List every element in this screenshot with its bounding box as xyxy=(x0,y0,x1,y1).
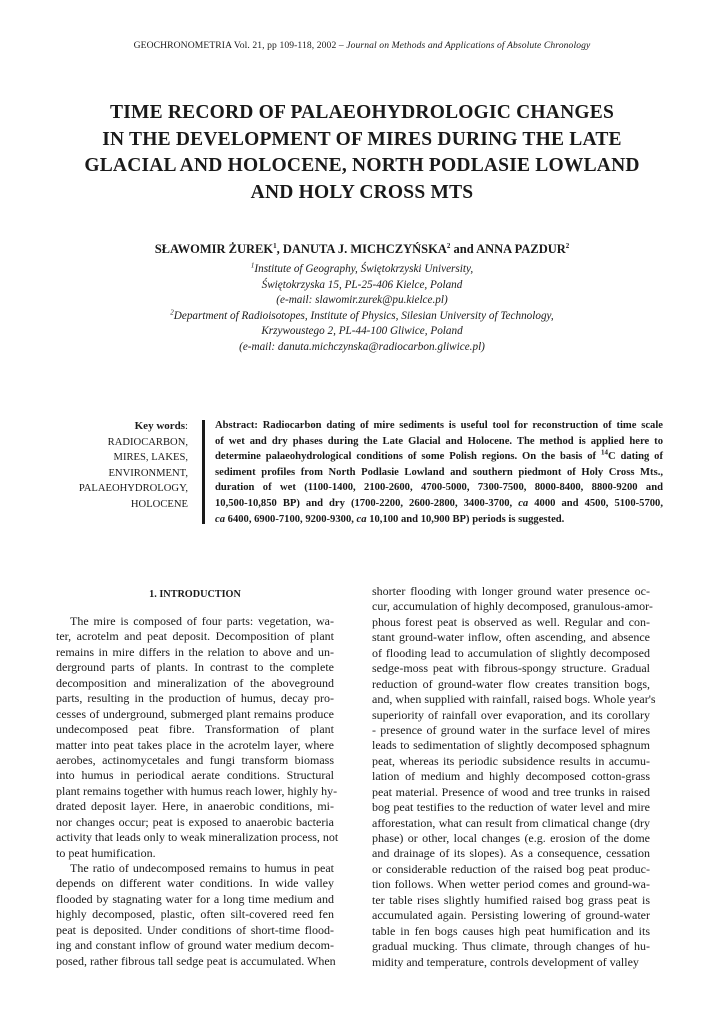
abstract-line: determine palaeohydrological conditions of some Polish regions. On the basis of $^{14}$C dating of xyxy=(215,448,664,463)
abstract-line: ca 6400, 6900-7100, 9200-9300, ca 10,100 and 10,900 BP) periods is suggested. xyxy=(215,513,565,525)
body-text-line: flooded by stagnating water for a long time medium and xyxy=(56,891,334,906)
body-text-line: sedge-moss peat with fibrous-spongy structure. Gradual xyxy=(372,661,650,676)
abstract-block xyxy=(215,418,663,527)
body-text-line: reduction of ground-water flow creates transition bogs, xyxy=(372,676,650,691)
abstract-label: Abstract: xyxy=(215,420,258,431)
body-text-line: into humus in periodical aerate conditions. Structural xyxy=(56,768,334,783)
body-column-left xyxy=(56,614,339,969)
body-text-line: aerobes, actinomycetales and fungi transform biomass xyxy=(56,752,334,767)
body-text-line: shorter flooding with longer ground water presence oc- xyxy=(372,584,650,598)
body-text-line: peat, whereas its periodic subsidence results in accumu- xyxy=(372,753,650,768)
body-text-line: phous forest peat is observed as well. Regular and con- xyxy=(372,614,650,629)
affiliation-email: (e-mail: danuta.michczynska@radiocarbon.gliwice.pl) xyxy=(239,340,485,353)
author-name: DANUTA J. MICHCZYŃSKA xyxy=(282,242,447,256)
body-text-line: phase) or other, local changes (e.g. erosion of the dome xyxy=(372,831,650,845)
body-text-line: cesses of underground, submerged plant remains produce xyxy=(56,706,334,721)
body-text-line: highly decomposed, plastic, often silt-covered reed fen xyxy=(56,907,334,922)
body-text-line: stant ground-water inflow, often ascending, and absence xyxy=(372,630,650,645)
body-text-line: derground parts of plants. In contrast to the complete xyxy=(56,660,334,675)
body-text-line: matter into peat takes place in the acrotelm layer, where xyxy=(56,737,334,752)
affiliation-line: Krzywoustego 2, PL-44-100 Gliwice, Poland xyxy=(261,325,463,338)
abstract-line: sediment profiles from North Podlasie Lowland and southern piedmont of Holy Cross Mts., xyxy=(215,466,663,478)
title-line: IN THE DEVELOPMENT OF MIRES DURING THE LATE xyxy=(102,128,622,150)
body-text-line: table in fen bogs causes high peat humification and its xyxy=(372,923,650,938)
author-list xyxy=(0,242,724,257)
body-text-line: accumulated again. Persisting lowering of ground-water xyxy=(372,908,650,923)
keyword-item: MIRES, LAKES, xyxy=(113,452,188,464)
affiliations xyxy=(0,262,724,356)
author-separator: and xyxy=(450,242,477,256)
author-name: SŁAWOMIR ŻUREK xyxy=(154,242,274,256)
body-text-line: drated deposit layer. Here, in anaerobic conditions, mi- xyxy=(56,799,334,814)
body-text-line: nor changes occur; peat is exposed to anaerobic bacteria xyxy=(56,814,334,829)
keyword-item: HOLOCENE xyxy=(130,498,188,510)
body-text-line: undecomposed peat fibre. Transformation of plant xyxy=(56,722,334,737)
body-column-right xyxy=(372,584,656,970)
body-text-line: activity that leads only to weak mineralization process, not xyxy=(56,830,339,845)
body-text-line: peat is deposited. Under conditions of short-time flood- xyxy=(56,922,334,937)
body-text-line: and, when supplied with rainfall, raised bogs. Whole year's xyxy=(372,692,656,707)
affiliation-line: $^1$Institute of Geography, Świętokrzyski University, xyxy=(250,261,474,275)
body-text-line: depends on different water conditions. In wide valley xyxy=(56,876,334,891)
affiliation-marker: 2 xyxy=(170,308,174,317)
body-text-line: plant remains together with humus reach lower, highly hy- xyxy=(56,783,338,798)
body-text-line: afforestation, what can result from climatical change (dry xyxy=(372,815,650,830)
body-text-line: gradual mucking. Thus climate, through changes of hu- xyxy=(372,939,650,954)
body-text-line: tion follows. When wetter period comes and ground-wa- xyxy=(372,877,650,892)
body-text-line: remains in mire differs in the relation to above and un- xyxy=(56,644,334,659)
affiliation-marker: 1 xyxy=(250,261,255,270)
author-separator: , xyxy=(276,242,283,256)
affiliation-email: (e-mail: slawomir.zurek@pu.kielce.pl) xyxy=(276,294,448,307)
paper-title xyxy=(40,100,684,206)
body-text-line: parts, resulting in the production of humus, decay pro- xyxy=(56,691,334,706)
abstract-line: duration of wet (1100-1400, 2100-2600, 4700-5000, 7300-7500, 8000-8400, 8800-9200 and xyxy=(215,482,663,494)
section-heading: 1. INTRODUCTION xyxy=(149,589,241,600)
title-line: TIME RECORD OF PALAEOHYDROLOGIC CHANGES xyxy=(109,102,614,123)
body-text-line: peat material. Presence of wood and tree trunks in raised xyxy=(372,784,650,799)
keyword-item: ENVIRONMENT, xyxy=(108,467,188,479)
affiliation-line: Świętokrzyska 15, PL-25-406 Kielce, Poland xyxy=(261,278,463,291)
title-line: AND HOLY CROSS MTS xyxy=(250,181,474,203)
keyword-item: PALAEOHYDROLOGY, xyxy=(78,483,188,495)
body-text-line: and drainage of its slopes). As a consequence, cessation xyxy=(372,846,650,861)
keyword-item: RADIOCARBON, xyxy=(107,436,188,448)
affiliation-marker: 2 xyxy=(446,241,451,250)
affiliation-marker: 2 xyxy=(565,241,570,250)
body-text-line: lation of medium and highly decomposed cotton-grass xyxy=(372,769,650,784)
body-text-line: bog peat testifies to the reduction of water level and mire xyxy=(372,800,650,815)
body-text-line: posed, rather fibrous tall sedge peat is accumulated. When xyxy=(56,953,336,968)
body-text-line: to peat humification. xyxy=(56,845,156,860)
abstract-line: 10,500-10,850 BP) and dry (1700-2200, 2600-2800, 3400-3700, ca 4000 and 4500, 5100-5700, xyxy=(215,497,663,509)
body-text-line: midity and temperature, controls development of valley xyxy=(372,954,639,969)
author-name: ANNA PAZDUR xyxy=(476,242,566,256)
body-text-line: leads to sedimentation of slightly decomposed sphagnum xyxy=(372,738,650,753)
affiliation-marker: 1 xyxy=(273,241,277,250)
body-text-line: decomposition and mineralization of the aboveground xyxy=(56,675,334,690)
affiliation-line: $^2$Department of Radioisotopes, Institute of Physics, Silesian University of Technology, xyxy=(170,308,554,322)
abstract-line: of wet and dry phases during the Late Glacial and Holocene. The method is applied here to xyxy=(215,435,663,447)
title-line: GLACIAL AND HOLOCENE, NORTH PODLASIE LOWLAND xyxy=(84,155,640,176)
abstract-divider xyxy=(202,420,205,524)
abstract-line: Abstract: Radiocarbon dating of mire sediments is useful tool for reconstruction of time scale xyxy=(215,420,663,431)
body-text-line: ing and constant inflow of ground water medium decom- xyxy=(56,938,334,953)
body-text-line: ter, acrotelm and peat deposit. Decomposition of plant xyxy=(56,629,334,644)
body-text-line: of flooding lead to accumulation of slightly decomposed xyxy=(372,645,650,660)
running-head xyxy=(0,40,724,51)
keywords-label: Key words: xyxy=(134,420,188,432)
body-text-line: or considerable reduction of the raised bog peat produc- xyxy=(372,861,650,876)
keywords-block xyxy=(40,419,188,513)
body-text-line: cur, accumulation of highly decomposed, granulous-amor- xyxy=(372,599,653,614)
body-text-line: ter table rises slightly humified raised bog grass peat is xyxy=(372,892,650,907)
journal-subtitle: Journal on Methods and Applications of Absolute Chronology xyxy=(346,40,591,51)
body-text-line: - presence of ground water in the surface level of mires xyxy=(372,722,650,737)
body-text-line: superiority of rainfall over evaporation, and its corollary xyxy=(372,707,650,722)
body-text-line: The ratio of undecomposed remains to humus in peat xyxy=(70,861,334,875)
body-text-line: The mire is composed of four parts: vegetation, wa- xyxy=(70,614,334,628)
journal-citation: GEOCHRONOMETRIA Vol. 21, pp 109-118, 2002 – xyxy=(133,40,347,51)
